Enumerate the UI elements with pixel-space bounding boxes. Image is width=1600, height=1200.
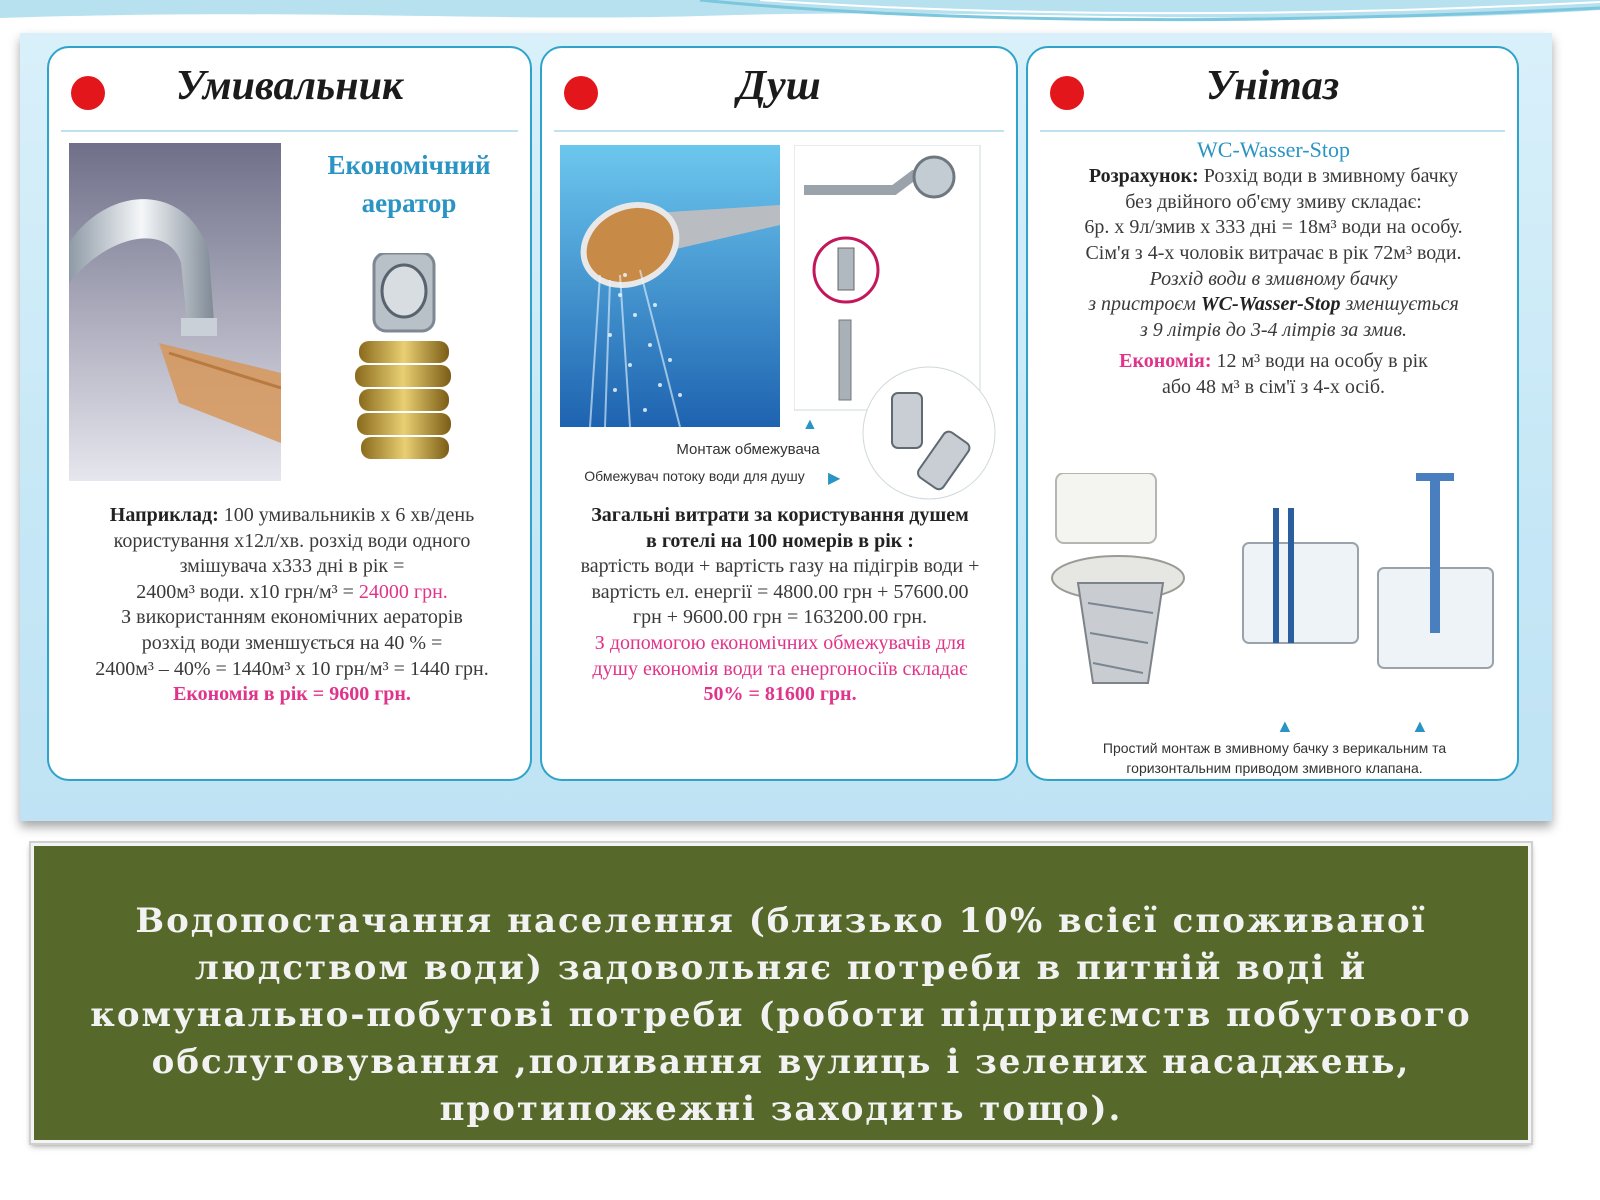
panel-title: Унітаз xyxy=(1205,63,1340,109)
product-name-line1: Економічний xyxy=(327,150,491,180)
arrow-up-icon: ▲ xyxy=(802,416,818,433)
arrow-up-icon: ▲ xyxy=(1276,716,1294,736)
example-line-5: З використанням економічних аераторів xyxy=(121,606,463,629)
arrow-up-icon: ▲ xyxy=(1411,716,1429,736)
divider xyxy=(554,130,1004,132)
washbasin-savings: Економія в рік = 9600 грн. xyxy=(173,683,411,706)
savings-line-1: 12 м³ води на особу в рік xyxy=(1216,350,1428,373)
limiter-mount-illustration xyxy=(844,363,1014,503)
italic-line-1: Розхід води в змивному бачку xyxy=(1149,267,1398,290)
italic-line-2-pre: з пристроєм xyxy=(1088,293,1201,316)
calc-label: Розрахунок: xyxy=(1088,165,1199,188)
caption-text: Водопостачання населення (близько 10% всієї споживаної людством води) задовольняє потреби в питній воді й комунально-побутові потреби (роботи підприємств побутового обслуговування ,поливання вулиць і зелених насаджень, протипожежні заходить тощо). xyxy=(90,901,1472,1129)
panel-shower xyxy=(540,46,1018,781)
mount-caption: Монтаж обмежувача xyxy=(676,441,820,458)
divider xyxy=(61,130,518,132)
example-line-2: користування х12л/хв. розхід води одного xyxy=(113,529,471,552)
install-caption-line-1: Простий монтаж в змивному бачку з верикальним та xyxy=(1102,740,1447,756)
shower-cost-text xyxy=(550,503,1010,708)
shower-savings: 50% = 81600 грн. xyxy=(703,683,857,706)
install-caption-line-2: горизонтальним приводом змивного клапана. xyxy=(1126,760,1423,776)
panel-washbasin xyxy=(47,46,532,781)
toilet-calc-text xyxy=(1036,136,1511,401)
example-line-3: змішувача х333 дні в рік = xyxy=(179,555,405,578)
panel-toilet xyxy=(1026,46,1519,781)
italic-line-3: з 9 літрів до 3-4 літрів за змив. xyxy=(1139,318,1408,341)
example-amount: 24000 грн. xyxy=(358,580,448,603)
italic-line-2-post: зменшується xyxy=(1340,293,1459,316)
example-line-6: розхід води зменшується на 40 % = xyxy=(141,631,443,654)
savings-line-2: або 48 м³ в сім'ї з 4-х осіб. xyxy=(1161,375,1386,398)
panel-title: Умивальник xyxy=(175,63,404,109)
divider xyxy=(1040,130,1505,132)
faucet-illustration xyxy=(69,143,281,481)
arrow-right-icon: ▶ xyxy=(828,470,841,487)
product-name-line2: аератор xyxy=(361,188,457,218)
total-line-2: в готелі на 100 номерів в рік : xyxy=(646,529,914,552)
example-line-7: 2400м³ – 40% = 1440м³ х 10 грн/м³ = 1440 грн. xyxy=(95,657,489,680)
savings-label: Економія: xyxy=(1119,350,1212,373)
cost-line-3: грн + 9600.00 грн = 163200.00 грн. xyxy=(632,606,928,629)
water-saving-poster xyxy=(20,33,1552,821)
pink-line-1: З допомогою економічних обмежувачів для xyxy=(594,631,966,654)
calc-line-3: 6р. х 9л/змив х 333 дні = 18м³ води на особу. xyxy=(1084,216,1463,239)
caption-box xyxy=(31,843,1531,1143)
panel-title: Душ xyxy=(737,63,821,109)
example-line-1: 100 умивальників х 6 хв/день xyxy=(223,504,475,526)
aerator-on-coins-illustration xyxy=(349,253,459,468)
toilet-tank-illustration xyxy=(1048,473,1508,703)
product-name: WC-Wasser-Stop xyxy=(1197,137,1350,162)
cost-line-2: вартість ел. енергії = 4800.00 грн + 57600.00 xyxy=(591,580,969,603)
pink-line-2: душу економія води та енергоносіїв складає xyxy=(592,657,968,680)
example-line-4: 2400м³ води. х10 грн/м³ = xyxy=(136,580,359,603)
total-line-1: Загальні витрати за користування душем xyxy=(591,504,969,526)
shower-head-photo xyxy=(560,145,780,427)
calc-line-4: Сім'я з 4-х чоловік витрачає в рік 72м³ води. xyxy=(1085,241,1462,264)
italic-line-2-product: WC-Wasser-Stop xyxy=(1200,293,1341,316)
calc-line-2: без двійного об'єму змиву складає: xyxy=(1125,190,1422,213)
calc-line-1: Розхід води в змивному бачку xyxy=(1203,165,1459,188)
cost-line-1: вартість води + вартість газу на підігрів води + xyxy=(580,555,980,578)
washbasin-example-text xyxy=(57,503,527,708)
example-label: Наприклад: xyxy=(109,504,219,526)
limiter-caption: Обмежувач потоку води для душу xyxy=(584,468,805,484)
